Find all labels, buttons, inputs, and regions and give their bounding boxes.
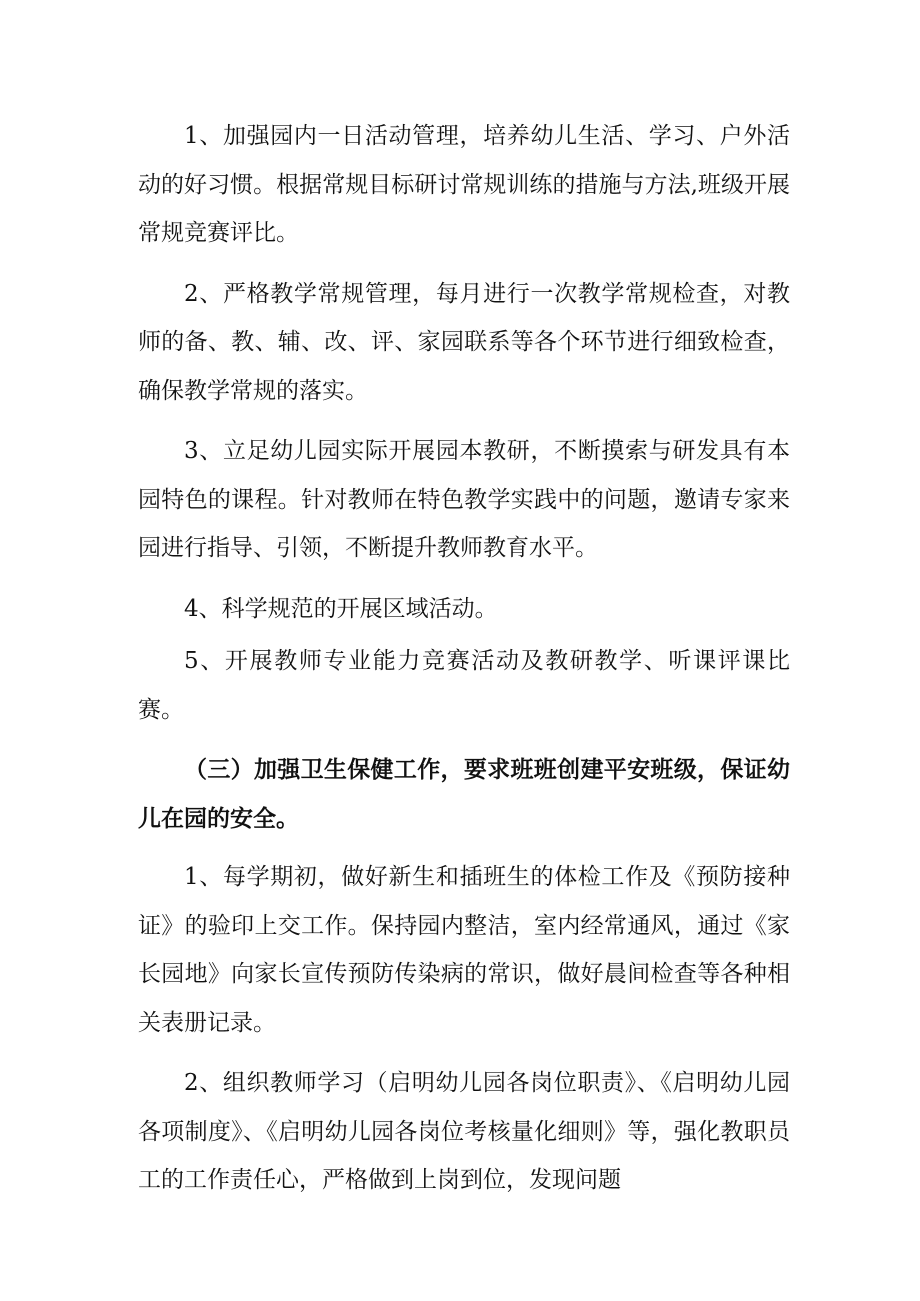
paragraph-staff-responsibility: 2、组织教师学习（启明幼儿园各岗位职责》、《启明幼儿园各项制度》、《启明幼儿园各岗位考核量化细则》等，强化教职员工的工作责任心，严格做到上岗到位，发现问题 <box>138 1070 790 1193</box>
paragraph-teacher-competition: 5、开展教师专业能力竞赛活动及教研教学、听课评课比赛。 <box>138 648 790 723</box>
section-heading-health-safety: （三）加强卫生保健工作，要求班班创建平安班级，保证幼儿在园的安全。 <box>138 757 790 832</box>
paragraph-area-activities: 4、科学规范的开展区域活动。 <box>184 595 498 622</box>
document-body <box>138 112 790 1217</box>
paragraph-routine-management: 1、加强园内一日活动管理，培养幼儿生活、学习、户外活动的好习惯。根据常规目标研讨常规训练的措施与方法,班级开展常规竞赛评比。 <box>138 123 790 246</box>
paragraph-school-research: 3、立足幼儿园实际开展园本教研，不断摸索与研发具有本园特色的课程。针对教师在特色教学实践中的问题，邀请专家来园进行指导、引领，不断提升教师教育水平。 <box>138 438 790 561</box>
paragraph-health-checkup: 1、每学期初，做好新生和插班生的体检工作及《预防接种证》的验印上交工作。保持园内整洁，室内经常通风，通过《家长园地》向家长宣传预防传染病的常识，做好晨间检查等各种相关表册记录。 <box>138 864 790 1036</box>
paragraph-teaching-inspection: 2、严格教学常规管理，每月进行一次教学常规检查，对教师的备、教、辅、改、评、家园联系等各个环节进行细致检查，确保教学常规的落实。 <box>138 280 790 404</box>
